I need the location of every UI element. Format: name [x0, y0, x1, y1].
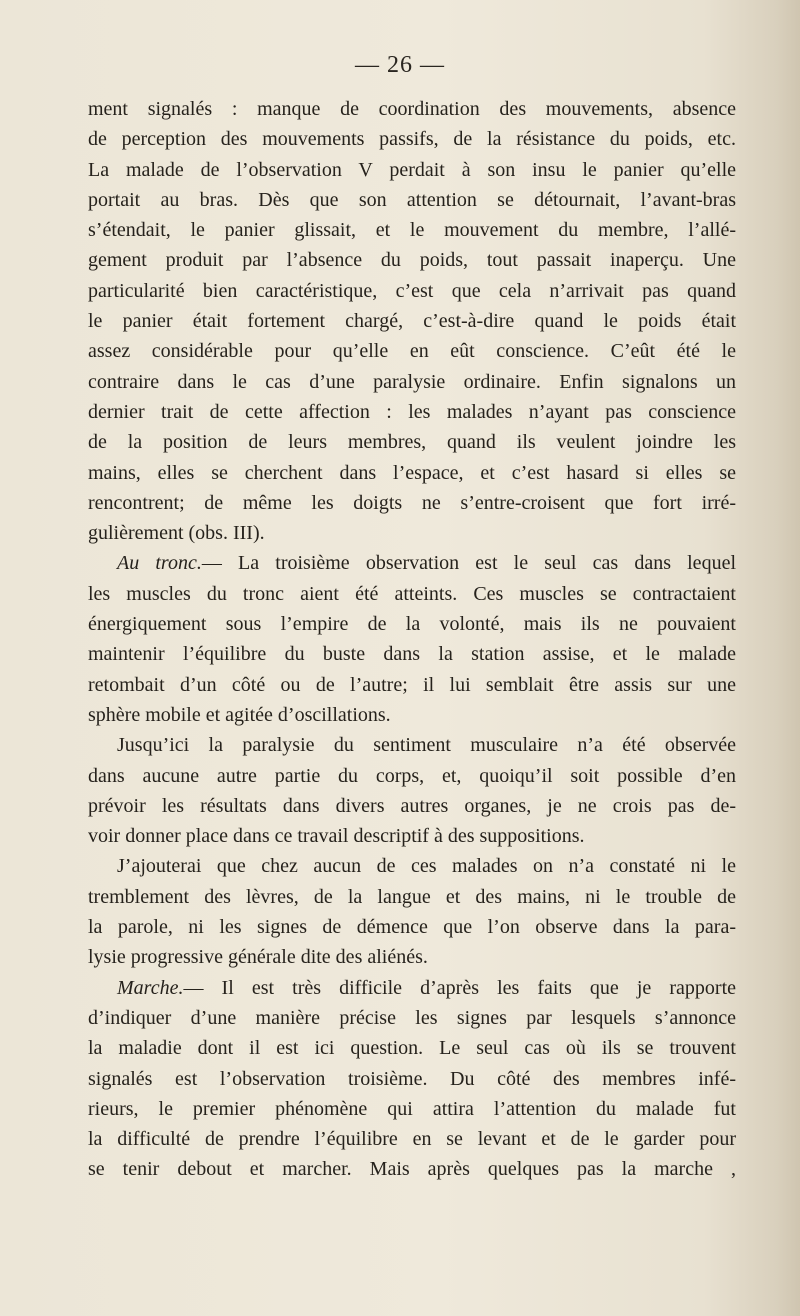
text-line	[88, 215, 736, 245]
line-text: la parole, ni les signes de démence que l’on observe dans la para-	[88, 916, 736, 939]
text-line	[88, 1064, 736, 1094]
text-line	[88, 1003, 736, 1033]
text-line	[88, 912, 736, 942]
line-text: — La troisième observation est le seul cas dans lequel	[201, 552, 736, 575]
text-line	[88, 942, 736, 972]
text-line	[88, 1124, 736, 1154]
text-line	[88, 276, 736, 306]
line-text: dernier trait de cette affection : les malades n’ayant pas conscience	[88, 400, 736, 423]
text-line	[88, 700, 736, 730]
line-text: La malade de l’observation V perdait à son insu le panier qu’elle	[88, 158, 736, 181]
line-text: retombait d’un côté ou de l’autre; il lui semblait être assis sur une	[88, 673, 736, 696]
line-text: portait au bras. Dès que son attention se détournait, l’avant-bras	[88, 188, 736, 211]
line-text: les muscles du tronc aient été atteints. Ces muscles se contractaient	[88, 582, 736, 605]
line-text: particularité bien caractéristique, c’est que cela n’arrivait pas quand	[88, 279, 736, 302]
text-line	[88, 155, 736, 185]
text-line	[88, 609, 736, 639]
text-line	[88, 761, 736, 791]
body-text	[88, 94, 736, 1185]
text-line	[88, 397, 736, 427]
line-text: se tenir debout et marcher. Mais après quelques pas la marche ,	[88, 1158, 736, 1181]
text-line	[88, 306, 736, 336]
text-line	[88, 124, 736, 154]
text-line	[88, 821, 736, 851]
text-line	[88, 488, 736, 518]
line-text: ment signalés : manque de coordination des mouvements, absence	[88, 98, 736, 120]
text-line	[88, 367, 736, 397]
section-heading: Marche.	[117, 976, 184, 999]
line-text: sphère mobile et agitée d’oscillations.	[88, 703, 391, 726]
text-line	[88, 548, 736, 578]
line-text: de perception des mouvements passifs, de la résistance du poids, etc.	[88, 128, 736, 151]
line-text: mains, elles se cherchent dans l’espace, et c’est hasard si elles se	[88, 461, 736, 484]
text-line	[88, 791, 736, 821]
text-line	[88, 185, 736, 215]
text-line	[88, 336, 736, 366]
line-text: dans aucune autre partie du corps, et, quoiqu’il soit possible d’en	[88, 764, 736, 787]
text-line	[88, 579, 736, 609]
line-text: assez considérable pour qu’elle en eût conscience. C’eût été le	[88, 340, 736, 363]
line-text: signalés est l’observation troisième. Du côté des membres infé-	[88, 1067, 736, 1090]
text-line	[88, 973, 736, 1003]
text-line	[88, 1094, 736, 1124]
line-text: tremblement des lèvres, de la langue et des mains, ni le trouble de	[88, 885, 736, 908]
line-text: rencontrent; de même les doigts ne s’entre-croisent que fort irré-	[88, 491, 736, 514]
line-text: maintenir l’équilibre du buste dans la station assise, et le malade	[88, 643, 736, 666]
line-text: la difficulté de prendre l’équilibre en se levant et de le garder pour	[88, 1128, 736, 1151]
line-text: J’ajouterai que chez aucun de ces malades on n’a constaté ni le	[117, 855, 736, 878]
line-text: voir donner place dans ce travail descriptif à des suppositions.	[88, 825, 585, 848]
text-line	[88, 882, 736, 912]
line-text: énergiquement sous l’empire de la volonté, mais ils ne pouvaient	[88, 613, 736, 636]
text-line	[88, 427, 736, 457]
line-text: lysie progressive générale dite des aliénés.	[88, 946, 428, 969]
text-line	[88, 851, 736, 881]
line-text: gulièrement (obs. III).	[88, 522, 265, 545]
line-text: d’indiquer d’une manière précise les signes par lesquels s’annonce	[88, 1006, 736, 1029]
section-heading: Au tronc.	[117, 552, 202, 575]
text-line	[88, 245, 736, 275]
text-line	[88, 1154, 736, 1184]
text-line	[88, 1033, 736, 1063]
line-text: le panier était fortement chargé, c’est-à-dire quand le poids était	[88, 310, 736, 333]
text-line	[88, 94, 736, 124]
line-text: s’étendait, le panier glissait, et le mouvement du membre, l’allé-	[88, 219, 736, 242]
line-text: — Il est très difficile d’après les faits que je rapporte	[183, 976, 736, 999]
line-text: rieurs, le premier phénomène qui attira l’attention du malade fut	[88, 1097, 736, 1120]
page-number: — 26 —	[355, 52, 445, 78]
line-text: la maladie dont il est ici question. Le seul cas où ils se trouvent	[88, 1037, 736, 1060]
line-text: gement produit par l’absence du poids, tout passait inaperçu. Une	[88, 249, 736, 272]
text-line	[88, 639, 736, 669]
text-line	[88, 518, 736, 548]
text-line	[88, 458, 736, 488]
text-line	[88, 730, 736, 760]
text-line	[88, 670, 736, 700]
line-text: contraire dans le cas d’une paralysie ordinaire. Enfin signalons un	[88, 370, 736, 393]
line-text: prévoir les résultats dans divers autres organes, je ne crois pas de-	[88, 794, 736, 817]
line-text: Jusqu’ici la paralysie du sentiment musculaire n’a été observée	[117, 734, 736, 757]
line-text: de la position de leurs membres, quand ils veulent joindre les	[88, 431, 736, 454]
